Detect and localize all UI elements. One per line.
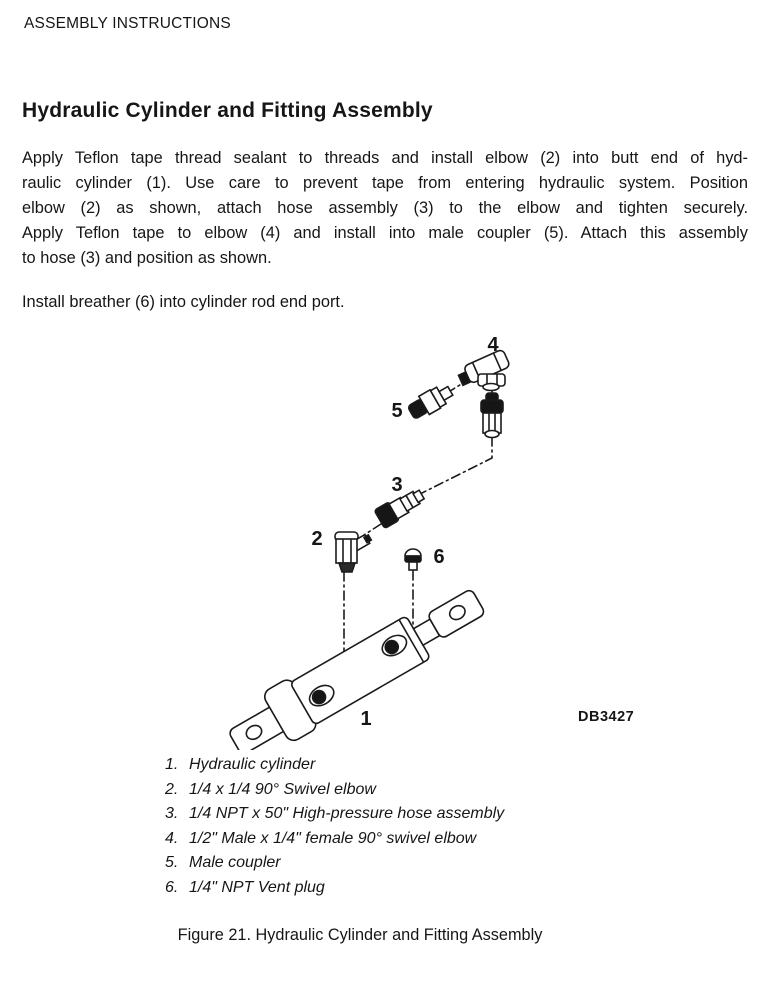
part-name: 1/4" NPT Vent plug — [189, 878, 325, 896]
parts-list-item — [165, 876, 504, 901]
part-label-6: 6 — [433, 546, 445, 568]
hose-coupler-nut — [481, 400, 503, 413]
elbow2-thread — [339, 563, 355, 572]
part-label-2: 2 — [311, 528, 323, 550]
part-label-1: 1 — [360, 708, 372, 730]
swivel-elbow-4 — [456, 349, 510, 390]
parts-list-item — [165, 851, 504, 876]
page-header: ASSEMBLY INSTRUCTIONS — [24, 15, 231, 32]
part-label-5: 5 — [391, 400, 403, 422]
leader-coupler-to-3 — [420, 437, 492, 494]
hydraulic-cylinder — [220, 576, 493, 750]
vent-plug-6 — [405, 549, 421, 570]
plug6-dome — [405, 549, 421, 556]
part-number: 3. — [165, 805, 179, 823]
part-name: Hydraulic cylinder — [189, 756, 316, 773]
part-number: 6. — [165, 878, 179, 896]
section-title: Hydraulic Cylinder and Fitting Assembly — [22, 99, 433, 122]
parts-list-item — [165, 827, 504, 852]
paragraph-line: elbow (2) as shown, attach hose assembly (3) to the elbow and tighten securely. — [22, 199, 748, 217]
part-number: 2. — [165, 780, 179, 798]
assembly-diagram — [200, 320, 680, 750]
paragraph-line: to hose (3) and position as shown. — [22, 249, 272, 267]
figure-caption: Figure 21. Hydraulic Cylinder and Fitting Assembly — [177, 926, 543, 944]
leader-3-to-2 — [364, 524, 381, 535]
elbow2-body — [336, 539, 357, 563]
part-number: 1. — [165, 756, 179, 773]
figure-code: DB3427 — [578, 709, 635, 725]
male-coupler-5 — [406, 381, 455, 422]
hose-coupler-base — [485, 431, 499, 438]
part-name: 1/4 x 1/4 90° Swivel elbow — [189, 780, 376, 798]
paragraph-line: raulic cylinder (1). Use care to prevent tape from entering hydraulic system. Position — [22, 174, 748, 192]
paragraph-line: Apply Teflon tape to elbow (4) and install into male coupler (5). Attach this assembly — [22, 224, 748, 242]
elbow4-collar — [483, 384, 499, 391]
plug6-ring — [405, 556, 421, 562]
paragraph-line: Apply Teflon tape thread sealant to threads and install elbow (2) into butt end of hyd- — [22, 149, 748, 167]
part-name: 1/2" Male x 1/4" female 90° swivel elbow — [189, 829, 477, 847]
hose-coupler — [481, 393, 503, 438]
plug6-shank — [409, 562, 417, 570]
part-name: 1/4 NPT x 50" High-pressure hose assembly — [189, 805, 505, 823]
part-label-3: 3 — [391, 474, 403, 496]
parts-list-item — [165, 802, 504, 827]
part-number: 4. — [165, 829, 179, 847]
swivel-elbow-2 — [335, 532, 372, 572]
instruction-paragraph-2: Install breather (6) into cylinder rod end port. — [22, 293, 345, 311]
parts-list — [165, 753, 504, 901]
parts-list-item — [165, 753, 504, 778]
part-label-4: 4 — [487, 334, 499, 356]
instruction-paragraph-1 — [22, 146, 748, 271]
part-number: 5. — [165, 854, 179, 872]
part-name: Male coupler — [189, 854, 281, 872]
parts-list-item — [165, 778, 504, 803]
